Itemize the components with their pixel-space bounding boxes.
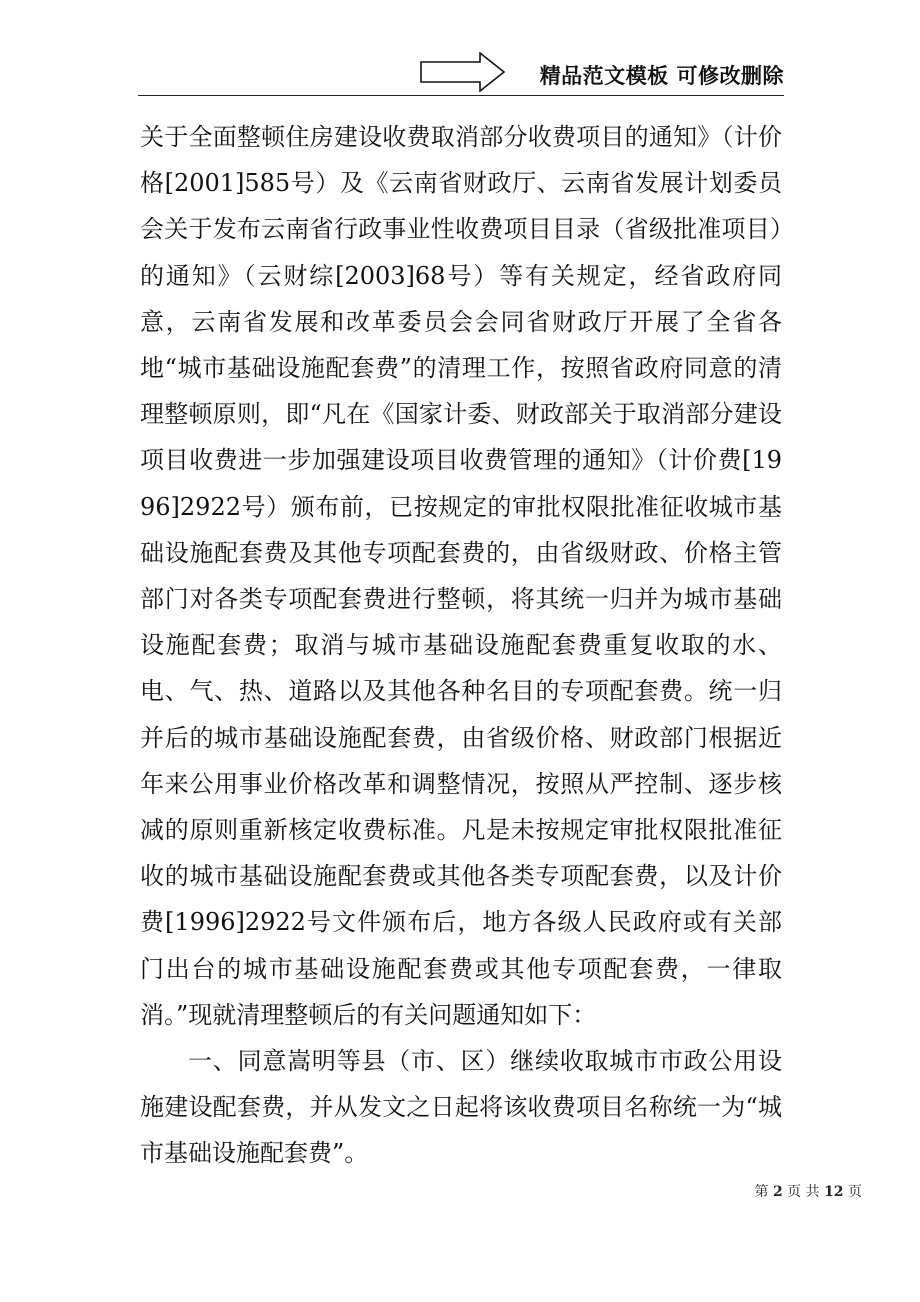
header-divider xyxy=(138,95,784,96)
document-body xyxy=(140,114,782,1177)
header-title: 精品范文模板 可修改删除 xyxy=(539,64,784,88)
body-paragraph: 关于全面整顿住房建设收费取消部分收费项目的通知》（计价格[2001]585号）及《云南省财政厅、云南省发展计划委员会关于发布云南省行政事业性收费项目目录（省级批准项目）的通知》（云财综[2003]68号）等有关规定，经省政府同意，云南省发展和改革委员会会同省财政厅开展了全省各地“城市基础设施配套费”的清理工作，按照省政府同意的清理整顿原则，即“凡在《国家计委、财政部关于取消部分建设项目收费进一步加强建设项目收费管理的通知》（计价费[1996]2922号）颁布前，已按规定的审批权限批准征收城市基础设施配套费及其他专项配套费的，由省级财政、价格主管部门对各类专项配套费进行整顿，将其统一归并为城市基础设施配套费；取消与城市基础设施配套费重复收取的水、电、气、热、道路以及其他各种名目的专项配套费。统一归并后的城市基础设施配套费，由省级价格、财政部门根据近年来公用事业价格改革和调整情况，按照从严控制、逐步核减的原则重新核定收费标准。凡是未按规定审批权限批准征收的城市基础设施配套费或其他各类专项配套费，以及计价费[1996]2922号文件颁布后，地方各级人民政府或有关部门出台的城市基础设施配套费或其他专项配套费，一律取消。”现就清理整顿后的有关问题通知如下： xyxy=(140,123,782,1029)
footer-middle: 页 共 xyxy=(787,1184,820,1200)
page-header xyxy=(138,48,784,96)
footer-current-page: 2 xyxy=(772,1184,783,1200)
footer-total-pages: 12 xyxy=(824,1184,844,1200)
footer-prefix: 第 xyxy=(754,1184,769,1200)
right-arrow-icon xyxy=(420,52,506,92)
page-number-footer xyxy=(755,1181,863,1201)
footer-suffix: 页 xyxy=(848,1184,862,1200)
body-paragraph: 一、同意嵩明等县（市、区）继续收取城市市政公用设施建设配套费，并从发文之日起将该收费项目名称统一为“城市基础设施配套费”。 xyxy=(140,1047,782,1168)
